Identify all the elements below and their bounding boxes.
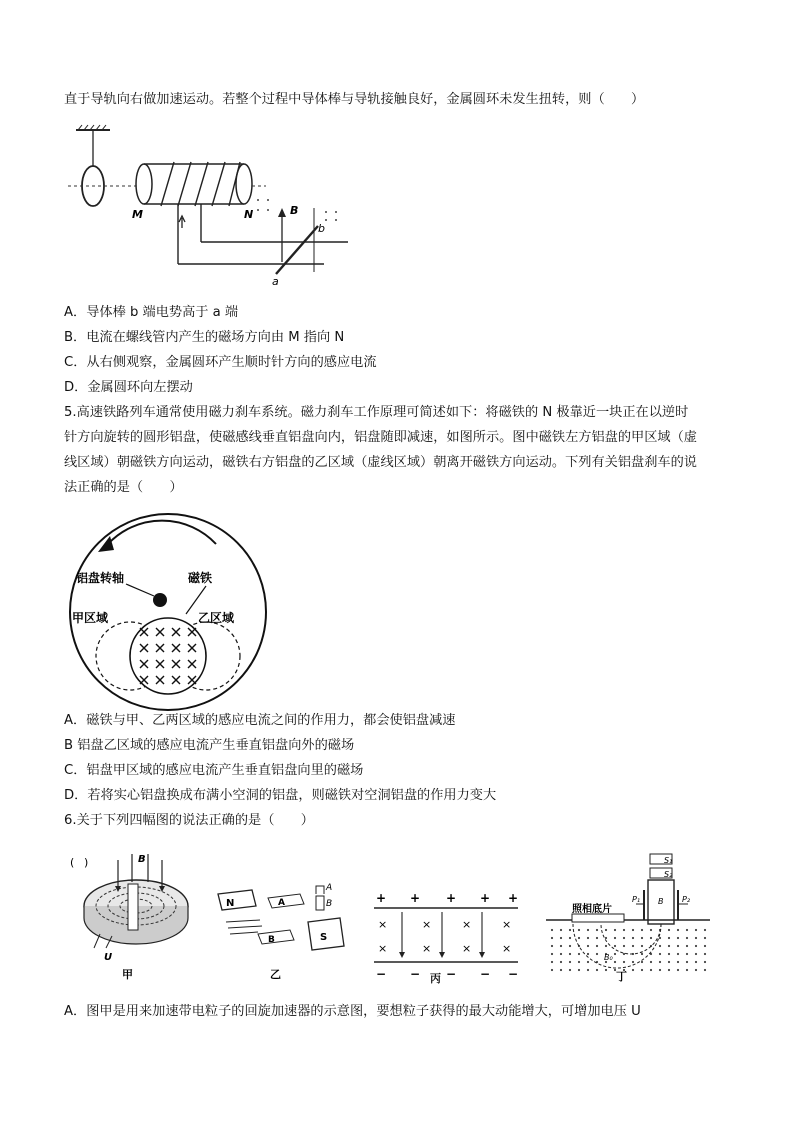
- solenoid-ring-figure: [66, 122, 356, 292]
- svg-text:+: +: [508, 891, 519, 905]
- q5-stem-line-4: 法正确的是（ ）: [64, 480, 183, 495]
- svg-text:): ): [84, 856, 89, 869]
- caption-yi: 乙: [270, 968, 281, 981]
- ding-label-s2: S₂: [664, 870, 673, 879]
- figure-jia-cyclotron: [66, 842, 196, 982]
- ding-label-s1: S₁: [664, 856, 673, 865]
- q4-stem-tail: 直于导轨向右做加速运动。若整个过程中导体棒与导轨接触良好，金属圆环未发生扭转，则（ ）: [64, 92, 645, 107]
- label-n: N: [244, 208, 254, 221]
- label-zone-a: 甲区域: [72, 611, 109, 625]
- svg-text:+: +: [410, 891, 421, 905]
- svg-text:×: ×: [502, 942, 512, 955]
- yi-label-terminal-a: A: [326, 883, 333, 893]
- svg-text:+: +: [446, 891, 457, 905]
- svg-text:+: +: [376, 891, 387, 905]
- q5-option-a: A．磁铁与甲、乙两区域的感应电流之间的作用力，都会使铝盘减速: [64, 713, 456, 728]
- figure-yi-generator: [212, 882, 352, 982]
- svg-text:−: −: [376, 967, 387, 981]
- label-magnet: 磁铁: [188, 571, 213, 585]
- jia-label-b: B: [138, 854, 146, 865]
- figure-bing-velocity-selector: [370, 890, 520, 985]
- ding-label-film: 照相底片: [572, 904, 612, 915]
- ding-label-b: B: [658, 897, 664, 906]
- svg-text:(: (: [70, 856, 75, 869]
- yi-label-terminal-b: B: [326, 899, 333, 909]
- q4-option-c: C．从右侧观察，金属圆环产生顺时针方向的感应电流: [64, 355, 377, 370]
- yi-label-a: A: [278, 898, 285, 908]
- svg-text:−: −: [446, 967, 457, 981]
- q4-option-b: B．电流在螺线管内产生的磁场方向由 M 指向 N: [64, 330, 345, 345]
- label-rod-b: b: [318, 222, 325, 235]
- label-m: M: [132, 208, 143, 221]
- svg-text:−: −: [508, 967, 519, 981]
- label-rod-a: a: [272, 275, 279, 288]
- svg-text:×: ×: [462, 918, 472, 931]
- caption-jia: 甲: [122, 968, 133, 981]
- yi-label-n: N: [226, 898, 235, 909]
- svg-text:×: ×: [422, 942, 432, 955]
- q5-option-c: C．铝盘甲区域的感应电流产生垂直铝盘向里的磁场: [64, 763, 364, 778]
- svg-text:×: ×: [378, 942, 388, 955]
- aluminum-disk-figure: [66, 510, 270, 714]
- svg-text:×: ×: [462, 942, 472, 955]
- svg-text:×: ×: [422, 918, 432, 931]
- q5-stem-line-2: 针方向旋转的圆形铝盘，使磁感线垂直铝盘向内，铝盘随即减速，如图所示。图中磁铁左方铝盘的甲区域（虚: [64, 430, 697, 445]
- figure-ding-mass-spectrometer: [540, 850, 720, 982]
- svg-text:×: ×: [502, 918, 512, 931]
- q5-option-b: B 铝盘乙区域的感应电流产生垂直铝盘向外的磁场: [64, 738, 355, 753]
- q6-stem: 6.关于下列四幅图的说法正确的是（ ）: [64, 813, 314, 828]
- q4-option-a: A．导体棒 b 端电势高于 a 端: [64, 305, 239, 320]
- svg-text:−: −: [480, 967, 491, 981]
- svg-text:+: +: [480, 891, 491, 905]
- q5-option-d: D．若将实心铝盘换成布满小空洞的铝盘，则磁铁对空洞铝盘的作用力变大: [64, 788, 497, 803]
- yi-label-s: S: [320, 932, 328, 943]
- label-zone-b: 乙区域: [198, 611, 235, 625]
- q5-stem-line-1: 5.高速铁路列车通常使用磁力刹车系统。磁力刹车工作原理可简述如下：将磁铁的 N 极靠近一块正在以逆时: [64, 405, 689, 420]
- svg-text:×: ×: [378, 918, 388, 931]
- caption-ding: 丁: [616, 970, 627, 982]
- ding-label-p2: P₂: [682, 895, 691, 904]
- label-axis: 铝盘转轴: [76, 571, 125, 585]
- ding-label-b0: B₀: [604, 953, 613, 962]
- yi-label-b: B: [268, 935, 275, 945]
- label-b-field: B: [290, 204, 299, 217]
- q6-option-a: A．图甲是用来加速带电粒子的回旋加速器的示意图，要想粒子获得的最大动能增大，可增加电压 U: [64, 1004, 641, 1019]
- q4-option-d: D．金属圆环向左摆动: [64, 380, 193, 395]
- caption-bing: 丙: [430, 972, 441, 985]
- ding-label-p1: P₁: [632, 895, 641, 904]
- jia-label-u: U: [104, 952, 113, 963]
- q5-stem-line-3: 线区域）朝磁铁方向运动，磁铁右方铝盘的乙区域（虚线区域）朝离开磁铁方向运动。下列有关铝盘刹车的说: [64, 455, 697, 470]
- svg-text:−: −: [410, 967, 421, 981]
